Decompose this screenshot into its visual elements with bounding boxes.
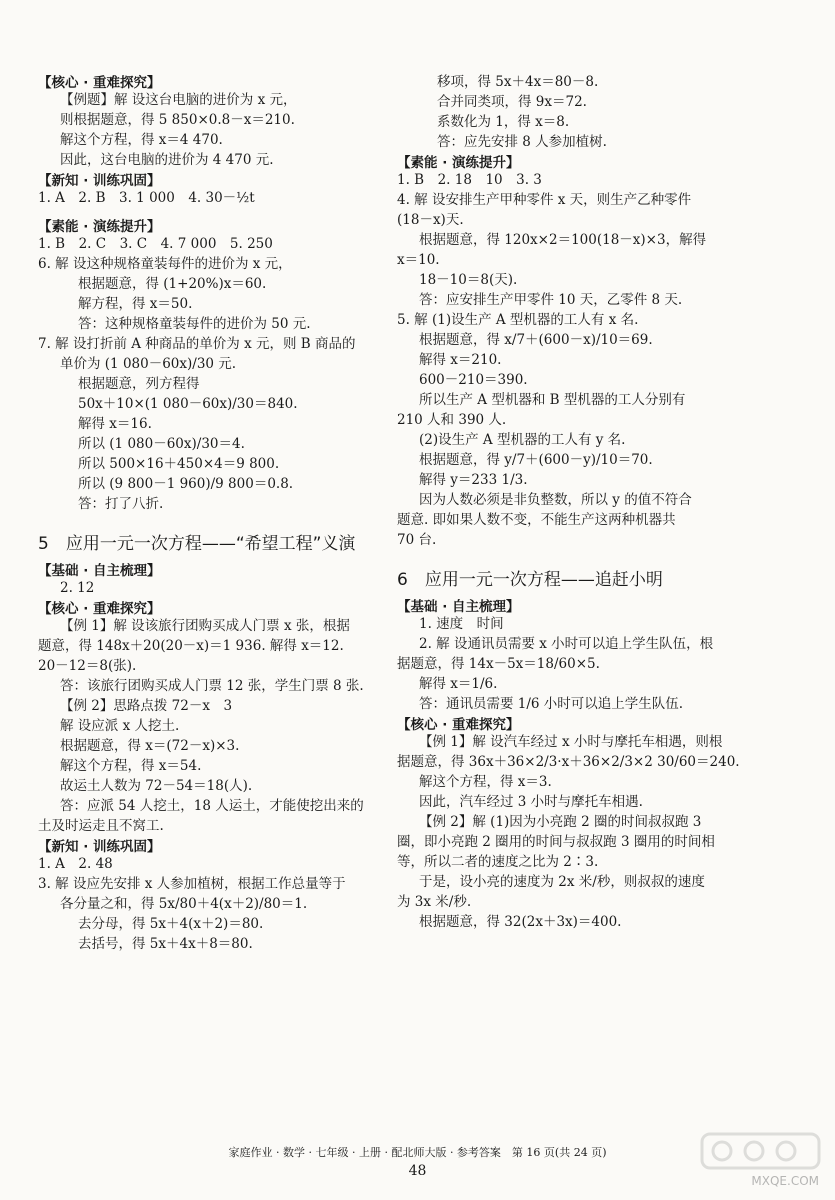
answer-line: 根据题意，得 (1+20%)x＝60. xyxy=(78,276,267,292)
answer-line: 【例 2】解 (1)因为小亮跑 2 圈的时间叔叔跑 3 xyxy=(419,814,702,830)
answer-line: 20－12＝8(张). xyxy=(38,658,137,674)
answer-line: 答：通讯员需要 1/6 小时可以追上学生队伍. xyxy=(419,696,684,712)
section-heading: 【核心 · 重难探究】 xyxy=(38,601,161,617)
answer-line: 根据题意，得 120x×2＝100(18－x)×3，解得 xyxy=(419,232,707,248)
answer-line: 圈，即小亮跑 2 圈用的时间与叔叔跑 3 圈用的时间相 xyxy=(397,834,715,850)
left-column xyxy=(38,74,390,956)
answer-line: 合并同类项，得 9x＝72. xyxy=(437,94,587,110)
answer-line: 所以 (9 800－1 960)/9 800＝0.8. xyxy=(78,476,294,492)
answer-line: 单价为 (1 080－60x)/30 元. xyxy=(60,356,237,372)
answer-line: 去分母，得 5x＋4(x＋2)＝80. xyxy=(78,916,264,932)
answer-line: 故运土人数为 72－54＝18(人). xyxy=(60,778,253,794)
answer-line: 70 台. xyxy=(397,532,437,548)
answer-line: 解 设应派 x 人挖土. xyxy=(60,718,180,734)
section-heading: 【素能 · 演练提升】 xyxy=(397,155,520,171)
answer-line: 解得 y＝233 1/3. xyxy=(419,472,528,488)
answer-line: 答：应安排生产甲零件 10 天，乙零件 8 天. xyxy=(419,292,683,308)
answer-line: 所以生产 A 型机器和 B 型机器的工人分别有 xyxy=(419,392,686,408)
answer-line: 解得 x＝1/6. xyxy=(419,676,498,692)
right-column xyxy=(397,74,772,934)
answer-line: 210 人和 390 人. xyxy=(397,412,507,428)
answer-line: x＝10. xyxy=(397,252,440,268)
answer-line: 根据题意，得 32(2x＋3x)＝400. xyxy=(419,914,622,930)
answer-line: 据题意，得 14x－5x＝18/60×5. xyxy=(397,656,600,672)
answer-line: 根据题意，得 x/7＋(600－x)/10＝69. xyxy=(419,332,653,348)
answer-line: 答：打了八折. xyxy=(78,496,164,512)
answer-line: 于是，设小亮的速度为 2x 米/秒，则叔叔的速度 xyxy=(419,874,705,890)
answer-line: 5. 解 (1)设生产 A 型机器的工人有 x 名. xyxy=(397,312,639,328)
answer-line: 3. 解 设应先安排 x 人参加植树，根据工作总量等于 xyxy=(38,876,346,892)
answer-line: 7. 解 设打折前 A 种商品的单价为 x 元，则 B 商品的 xyxy=(38,336,356,352)
answer-line: 各分量之和，得 5x/80＋4(x＋2)/80＝1. xyxy=(60,896,308,912)
answer-line: 【例题】解 设这台电脑的进价为 x 元， xyxy=(60,92,297,108)
answer-line: 1. A 2. 48 xyxy=(38,856,113,872)
answer-line: (18－x)天. xyxy=(397,212,464,228)
answer-line: 移项，得 5x＋4x＝80－8. xyxy=(437,74,599,90)
page-footer: 家庭作业 · 数学 · 七年级 · 上册 · 配北师大版 · 参考答案 第 16 页(共 24 页) xyxy=(228,1146,607,1159)
answer-line: 1. 速度 时间 xyxy=(419,616,504,632)
answer-line: 题意，得 148x＋20(20－x)＝1 936. 解得 x＝12. xyxy=(38,638,344,654)
answer-line: 【例 2】思路点拨 72－x 3 xyxy=(60,698,233,714)
answer-line: 解这个方程，得 x＝54. xyxy=(60,758,202,774)
section-heading: 【新知 · 训练巩固】 xyxy=(38,173,161,189)
spacer xyxy=(38,210,390,218)
answer-line: 答：该旅行团购买成人门票 12 张，学生门票 8 张. xyxy=(60,678,364,694)
section-heading: 【核心 · 重难探究】 xyxy=(397,717,520,733)
answer-line: 50x＋10×(1 080－60x)/30＝840. xyxy=(78,396,298,412)
answer-line: 答：应先安排 8 人参加植树. xyxy=(437,134,607,150)
answer-line: 【例 1】解 设汽车经过 x 小时与摩托车相遇，则根 xyxy=(419,734,723,750)
spacer xyxy=(38,516,390,524)
answer-line: 600－210＝390. xyxy=(419,372,528,388)
answer-line: 据题意，得 36x＋36×2/3·x＋36×2/3×2 30/60＝240. xyxy=(397,754,740,770)
answer-line: 根据题意，得 x＝(72－x)×3. xyxy=(60,738,240,754)
answer-line: 1. B 2. C 3. C 4. 7 000 5. 250 xyxy=(38,236,273,252)
watermark-text: MXQE.COM xyxy=(751,1174,819,1188)
answer-line: 答：这种规格童装每件的进价为 50 元. xyxy=(78,316,311,332)
lesson-title: 5 应用一元一次方程——“希望工程”义演 xyxy=(38,534,356,554)
answer-line: 所以 500×16＋450×4＝9 800. xyxy=(78,456,280,472)
answer-line: 则根据题意，得 5 850×0.8－x＝210. xyxy=(60,112,295,128)
answer-line: 解这个方程，得 x＝3. xyxy=(419,774,552,790)
answer-line: 根据题意，列方程得 xyxy=(78,376,200,392)
answer-line: 答：应派 54 人挖土，18 人运土，才能使挖出来的 xyxy=(60,798,364,814)
answer-line: 因为人数必须是非负整数，所以 y 的值不符合 xyxy=(419,492,692,508)
section-heading: 【核心 · 重难探究】 xyxy=(38,75,161,91)
section-heading: 【新知 · 训练巩固】 xyxy=(38,839,161,855)
answer-line: 解方程，得 x＝50. xyxy=(78,296,193,312)
answer-line: 2. 解 设通讯员需要 x 小时可以追上学生队伍，根 xyxy=(419,636,714,652)
answer-line: 土及时运走且不窝工. xyxy=(38,818,164,834)
answer-line: 1. B 2. 18 10 3. 3 xyxy=(397,172,542,188)
answer-line: 系数化为 1，得 x＝8. xyxy=(437,114,570,130)
answer-line: 18－10＝8(天). xyxy=(419,272,518,288)
answer-line: 1. A 2. B 3. 1 000 4. 30－½t xyxy=(38,190,255,206)
answer-line: 根据题意，得 y/7＋(600－y)/10＝70. xyxy=(419,452,653,468)
answer-line: 2. 12 xyxy=(60,580,95,596)
section-heading: 【基础 · 自主梳理】 xyxy=(397,599,520,615)
spacer xyxy=(397,552,772,560)
answer-line: 因此，汽车经过 3 小时与摩托车相遇. xyxy=(419,794,643,810)
lesson-title: 6 应用一元一次方程——追赶小明 xyxy=(397,570,663,590)
answer-line: 解这个方程，得 x＝4 470. xyxy=(60,132,223,148)
page-number: 48 xyxy=(408,1163,427,1179)
answer-line: 解得 x＝210. xyxy=(419,352,502,368)
answer-line: (2)设生产 A 型机器的工人有 y 名. xyxy=(419,432,626,448)
answer-line: 题意. 即如果人数不变，不能生产这两种机器共 xyxy=(397,512,676,528)
section-heading: 【素能 · 演练提升】 xyxy=(38,219,161,235)
answer-line: 为 3x 米/秒. xyxy=(397,894,472,910)
answer-line: 所以 (1 080－60x)/30＝4. xyxy=(78,436,245,452)
section-heading: 【基础 · 自主梳理】 xyxy=(38,563,161,579)
answer-line: 4. 解 设安排生产甲种零件 x 天，则生产乙种零件 xyxy=(397,192,692,208)
answer-line: 去括号，得 5x＋4x＋8＝80. xyxy=(78,936,253,952)
answer-line: 等，所以二者的速度之比为 2∶3. xyxy=(397,854,599,870)
answer-line: 【例 1】解 设该旅行团购买成人门票 x 张，根据 xyxy=(60,618,350,634)
answer-line: 6. 解 设这种规格童装每件的进价为 x 元， xyxy=(38,256,292,272)
answer-line: 解得 x＝16. xyxy=(78,416,152,432)
answer-line: 因此，这台电脑的进价为 4 470 元. xyxy=(60,152,274,168)
